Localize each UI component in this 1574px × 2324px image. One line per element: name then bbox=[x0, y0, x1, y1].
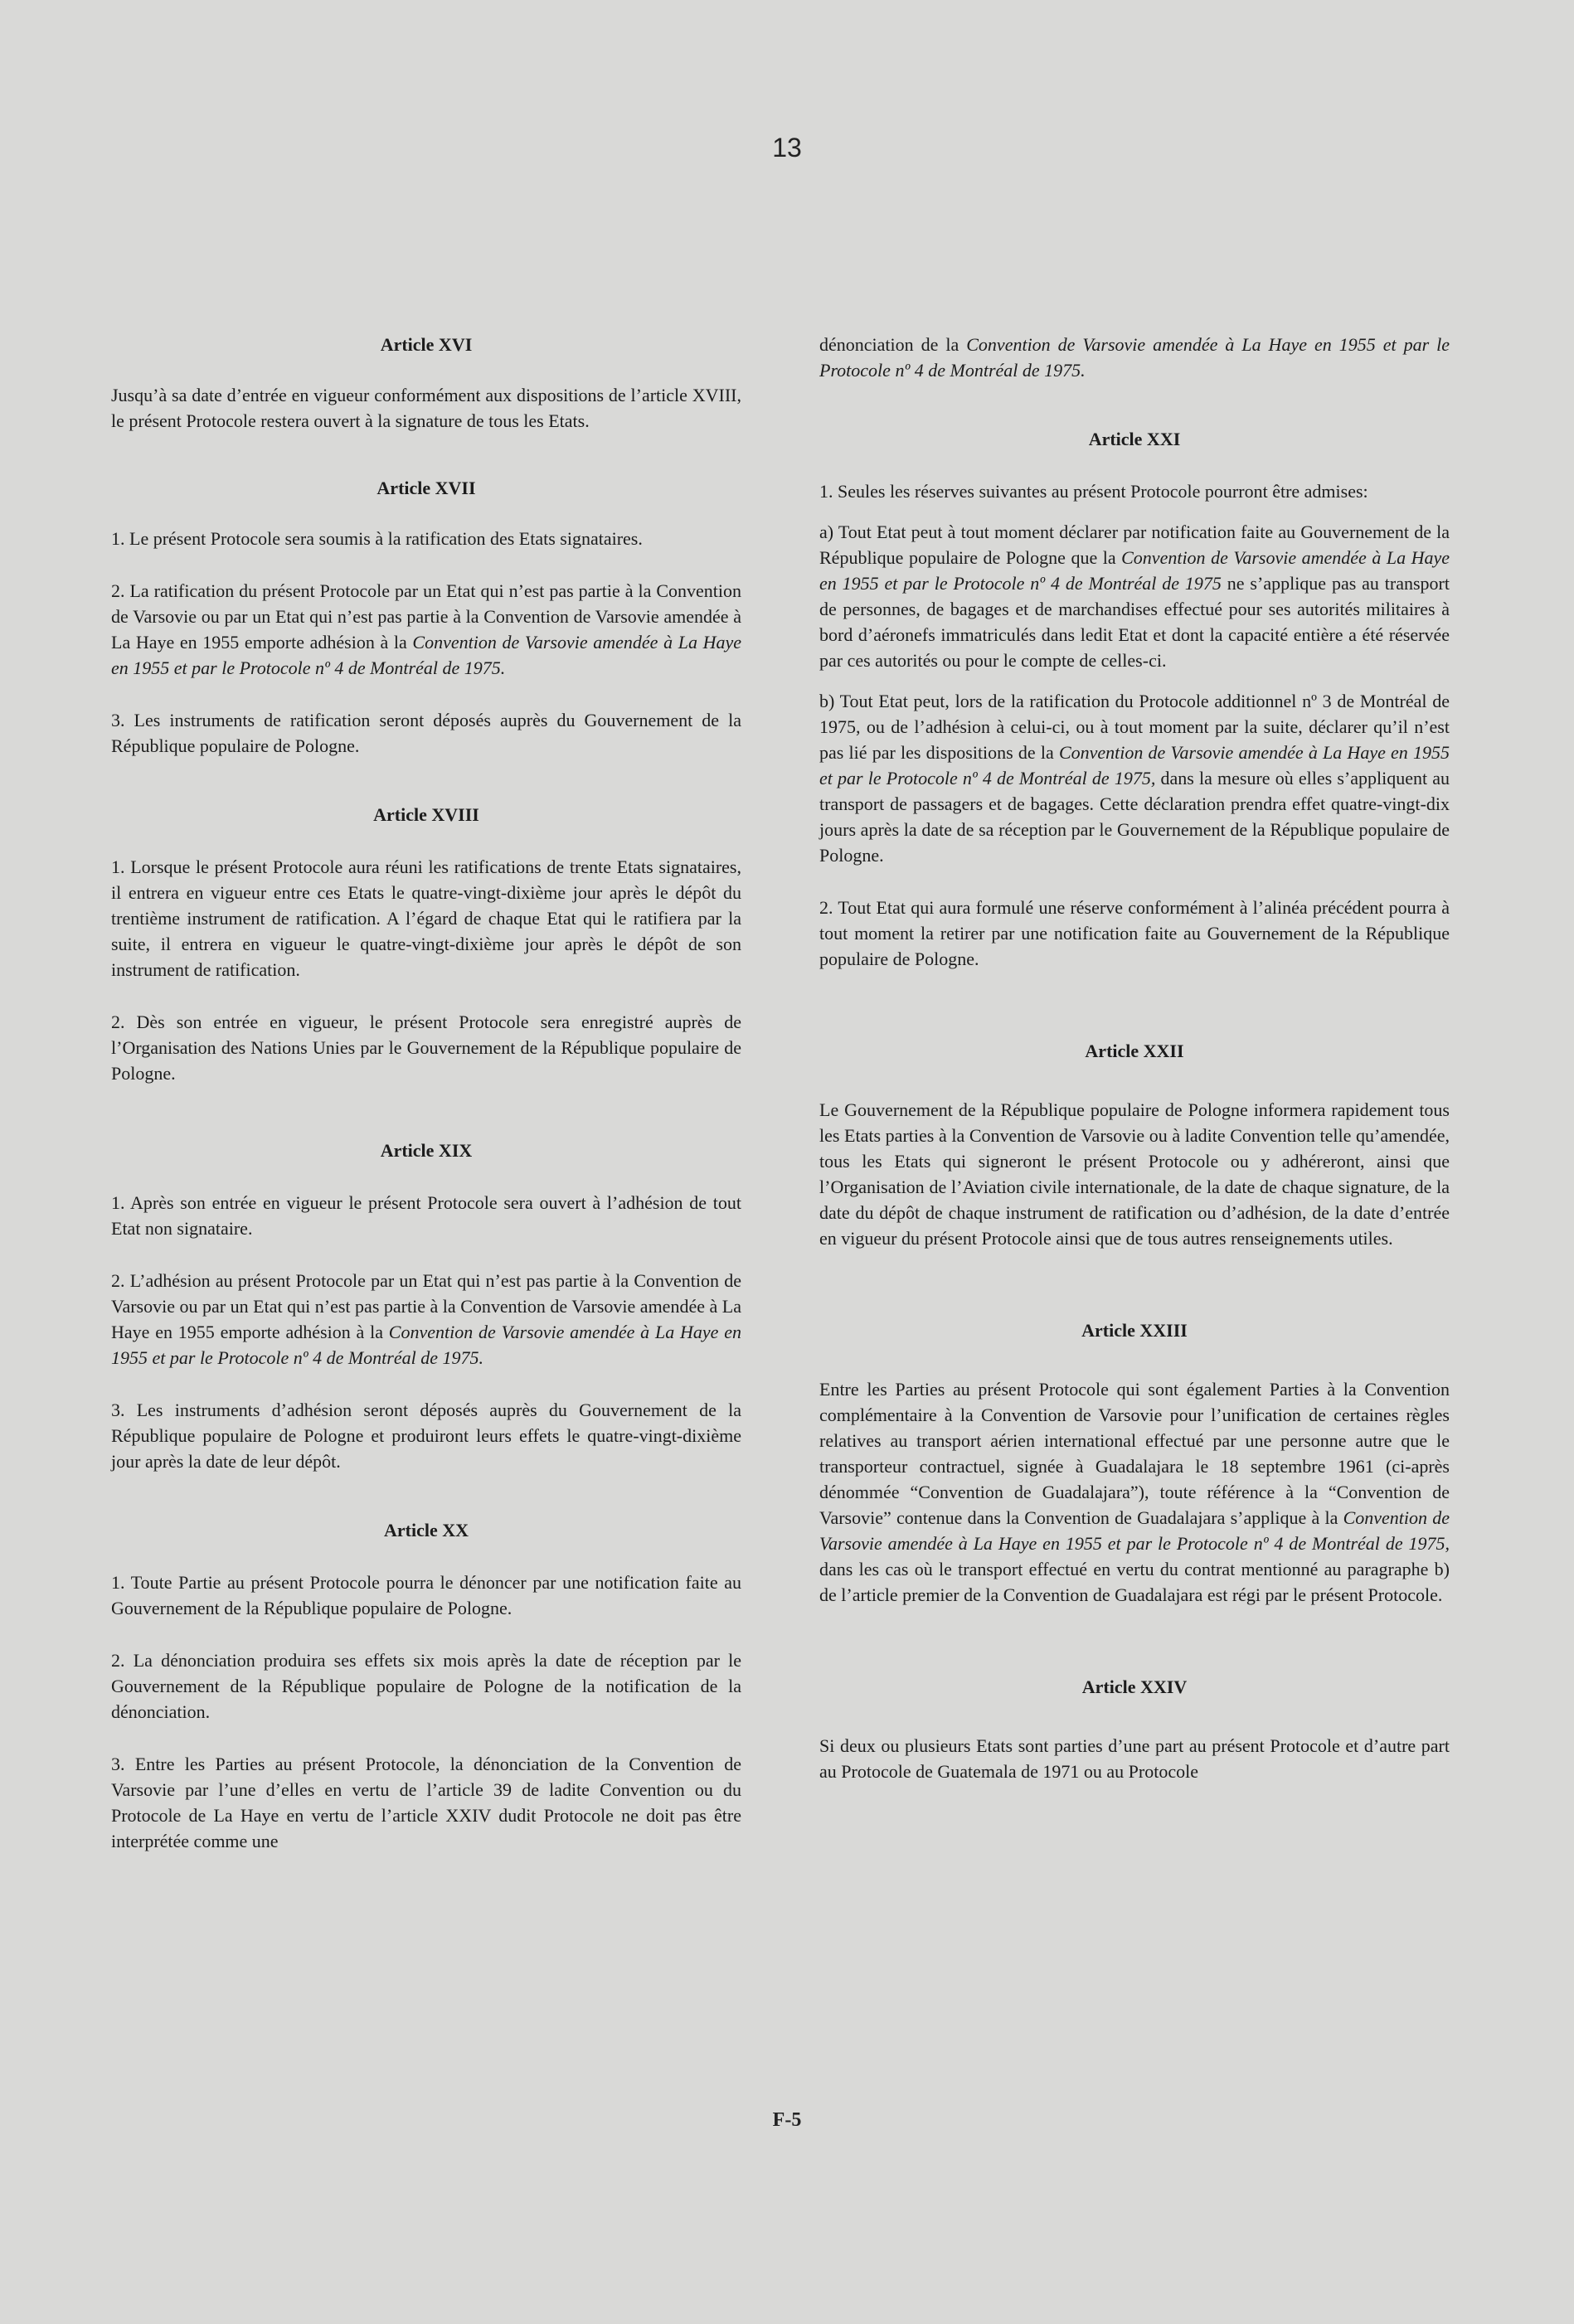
continuation-plain: dénonciation de la bbox=[819, 334, 967, 355]
article-21-item-b-italic: Convention de Varsovie amendée à La Haye en 1955 et par le Protocole nº 4 de Montréal de 1975, bbox=[819, 742, 1450, 788]
article-24-text: Si deux ou plusieurs Etats sont parties d’une part au présent Protocole et d’autre part au Protocole de Guatemala de 1971 ou au Protocole bbox=[819, 1735, 1450, 1782]
article-19-para-2 bbox=[111, 1268, 741, 1371]
footer-reference: F-5 bbox=[772, 2109, 802, 2131]
article-18-para-2: 2. Dès son entrée en vigueur, le présent Protocole sera enregistré auprès de l’Organisation des Nations Unies par le Gouvernement de la République populaire de Pologne. bbox=[111, 1012, 741, 1084]
article-24-heading: Article XXIV bbox=[1081, 1676, 1188, 1697]
article-20-heading: Article XX bbox=[383, 1520, 469, 1540]
article-23-text-1: Entre les Parties au présent Protocole qui sont également Parties à la Convention complémentaire à la Convention de Varsovie pour l’unification de certaines règles relatives au transport aérien international effectué par une personne autre que le transporteur contractuel, signée à Guadalajara le 18 septembre 1961 (ci-après dénommée “Convention de Guadalajara”), toute référence à la “Convention de Varsovie” contenue dans la Convention de Guadalajara s’applique à la bbox=[819, 1379, 1450, 1528]
article-17-heading: Article XVII bbox=[376, 478, 476, 498]
continuation-italic: Convention de Varsovie amendée à La Haye en 1955 et par le Protocole nº 4 de Montréal de 1975. bbox=[819, 334, 1450, 381]
continuation-text bbox=[819, 332, 1450, 383]
article-21-item-a-text-2: ne s’applique pas au transport de personnes, de bagages et de marchandises effectué pour ses autorités militaires à bord d’aéronefs immatriculés dans ledit Etat et dont la capacité entière a été réservée par ces autorités ou pour le compte de celles-ci. bbox=[819, 573, 1450, 671]
article-22-text: Le Gouvernement de la République populaire de Pologne informera rapidement tous les Etats parties à la Convention de Varsovie ou à ladite Convention telle qu’amendée, tous les Etats qui signeront le présent Protocole ou y adhéreront, ainsi que l’Organisation de l’Aviation civile internationale, de la date de chaque signature, de la date du dépôt de chaque instrument de ratification ou d’adhésion, de la date d’entrée en vigueur du présent Protocole ainsi que de tous autres renseignements utiles. bbox=[819, 1099, 1450, 1249]
article-20-para-2: 2. La dénonciation produira ses effets six mois après la date de réception par le Gouvernement de la République populaire de Pologne de la notification de la dénonciation. bbox=[111, 1650, 741, 1722]
left-column bbox=[111, 332, 741, 1854]
article-23-italic: Convention de Varsovie amendée à La Haye en 1955 et par le Protocole nº 4 de Montréal de 1975, bbox=[819, 1507, 1450, 1554]
article-23-text-2: dans les cas où le transport effectué en vertu du contrat mentionné au paragraphe b) de l’article premier de la Convention de Guadalajara est régi par le présent Protocole. bbox=[819, 1559, 1450, 1605]
article-21-item-b-text-1: b) Tout Etat peut, lors de la ratification du Protocole additionnel nº 3 de Montréal de 1975, ou de l’adhésion à celui-ci, ou à tout moment par la suite, déclarer qu’il n’est pas lié par les dispositions de la bbox=[819, 691, 1450, 763]
article-17-para-1: 1. Le présent Protocole sera soumis à la ratification des Etats signataires. bbox=[111, 528, 643, 549]
article-21-item-a bbox=[819, 519, 1450, 673]
article-19-para-2-text: 2. L’adhésion au présent Protocole par un Etat qui n’est pas partie à la Convention de Varsovie ou par un Etat qui n’est pas partie à la Convention de Varsovie amendée à La Haye en 1955 emporte adhésion à la bbox=[111, 1270, 741, 1342]
article-22-heading: Article XXII bbox=[1085, 1041, 1184, 1061]
article-21-item-a-text-1: a) Tout Etat peut à tout moment déclarer par notification faite au Gouvernement de la République populaire de Pologne que la bbox=[819, 522, 1450, 568]
article-23-text bbox=[819, 1376, 1450, 1608]
article-19-para-1: 1. Après son entrée en vigueur le présent Protocole sera ouvert à l’adhésion de tout Etat non signataire. bbox=[111, 1192, 741, 1239]
article-17-para-2-italic: Convention de Varsovie amendée à La Haye en 1955 et par le Protocole nº 4 de Montréal de 1975. bbox=[111, 632, 741, 678]
article-17-para-2 bbox=[111, 578, 741, 681]
article-20-para-3: 3. Entre les Parties au présent Protocole, la dénonciation de la Convention de Varsovie par l’une d’elles en vertu de l’article 39 de ladite Convention ou du Protocole de La Haye en vertu de l’article XXIV dudit Protocole ne doit pas être interprétée comme une bbox=[111, 1754, 741, 1851]
article-19-para-3: 3. Les instruments d’adhésion seront déposés auprès du Gouvernement de la République populaire de Pologne et produiront leurs effets le quatre-vingt-dixième jour après la date de leur dépôt. bbox=[111, 1400, 741, 1472]
article-21-item-a-italic: Convention de Varsovie amendée à La Haye en 1955 et par le Protocole nº 4 de Montréal de 1975 bbox=[819, 547, 1450, 594]
article-21-item-b-text-2: dans la mesure où elles s’appliquent au transport de passagers et de bagages. Cette déclaration prendra effet quatre-vingt-dix jours après la date de sa réception par le Gouvernement de la République populaire de Pologne. bbox=[819, 768, 1450, 866]
article-17-para-2-text: 2. La ratification du présent Protocole par un Etat qui n’est pas partie à la Convention de Varsovie ou par un Etat qui n’est pas partie à la Convention de Varsovie amendée à La Haye en 1955 emporte adhésion à la bbox=[111, 580, 741, 653]
article-21-para-2: 2. Tout Etat qui aura formulé une réserve conformément à l’alinéa précédent pourra à tout moment la retirer par une notification faite au Gouvernement de la République populaire de Pologne. bbox=[819, 897, 1450, 969]
article-16-heading: Article XVI bbox=[380, 334, 473, 355]
article-17-para-3: 3. Les instruments de ratification seront déposés auprès du Gouvernement de la République populaire de Pologne. bbox=[111, 710, 741, 756]
article-19-para-2-italic: Convention de Varsovie amendée à La Haye en 1955 et par le Protocole nº 4 de Montréal de 1975. bbox=[111, 1322, 742, 1368]
page-number: 13 bbox=[772, 133, 802, 163]
article-21-item-b bbox=[819, 688, 1450, 868]
article-18-para-1: 1. Lorsque le présent Protocole aura réuni les ratifications de trente Etats signataires, il entrera en vigueur entre ces Etats le quatre-vingt-dixième jour après le dépôt du trentième instrument de ratification. A l’égard de chaque Etat qui le ratifiera par la suite, il entrera en vigueur le quatre-vingt-dixième jour après le dépôt de son instrument de ratification. bbox=[111, 856, 741, 980]
article-23-heading: Article XXIII bbox=[1081, 1320, 1188, 1341]
article-21-para-1: 1. Seules les réserves suivantes au présent Protocole pourront être admises: bbox=[819, 481, 1368, 502]
article-21-heading: Article XXI bbox=[1088, 429, 1181, 449]
article-19-heading: Article XIX bbox=[380, 1140, 473, 1161]
article-20-para-1: 1. Toute Partie au présent Protocole pourra le dénoncer par une notification faite au Gouvernement de la République populaire de Pologne. bbox=[111, 1572, 741, 1618]
right-column bbox=[819, 332, 1450, 1784]
article-18-heading: Article XVIII bbox=[373, 804, 479, 825]
article-16-text: Jusqu’à sa date d’entrée en vigueur conformément aux dispositions de l’article XVIII, le présent Protocole restera ouvert à la signature de tous les Etats. bbox=[111, 385, 741, 431]
